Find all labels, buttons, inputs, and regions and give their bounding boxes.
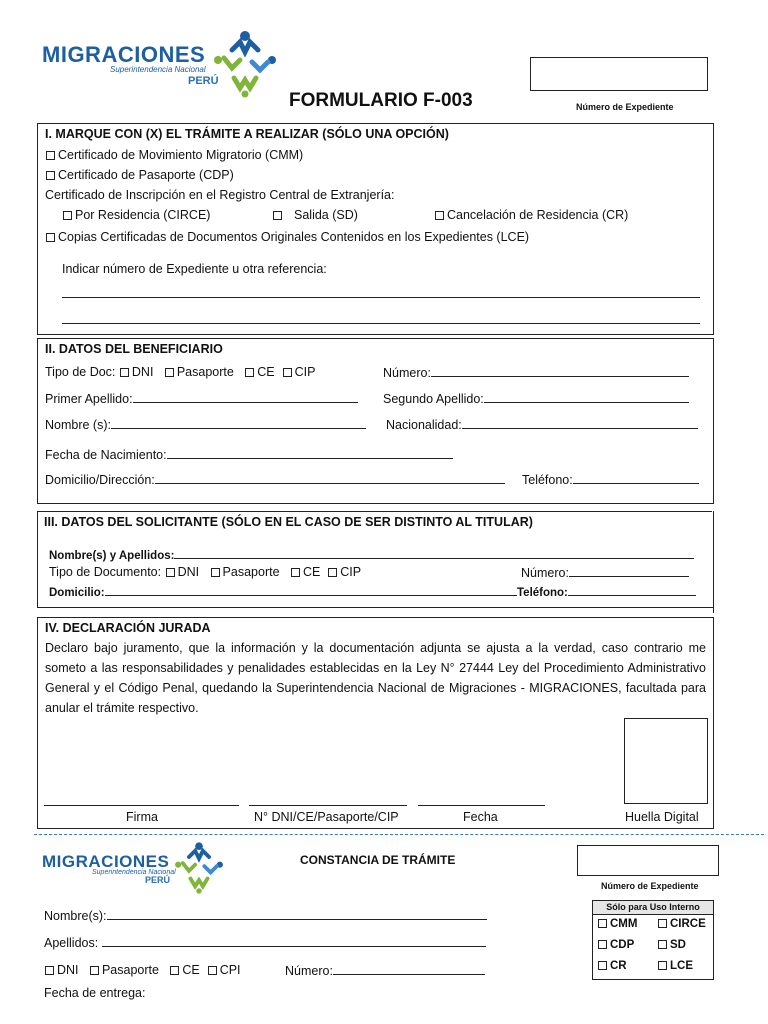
constancia-logo	[42, 840, 232, 896]
checkbox-sd[interactable]	[273, 211, 282, 220]
solicitante-telefono-field[interactable]: Teléfono:	[517, 584, 696, 599]
migraciones-logo	[42, 28, 282, 98]
fecha-nacimiento-field[interactable]: Fecha de Nacimiento:	[45, 447, 453, 462]
nombres-field[interactable]: Nombre (s):	[45, 417, 366, 432]
checkbox-solicitante-cip[interactable]	[328, 568, 337, 577]
option-cdp[interactable]: Certificado de Pasaporte (CDP)	[45, 168, 234, 182]
section-2-title: II. DATOS DEL BENEFICIARIO	[45, 342, 223, 356]
checkbox-circe[interactable]	[63, 211, 72, 220]
firma-line[interactable]	[44, 805, 239, 806]
section-4-title: IV. DECLARACIÓN JURADA	[45, 621, 211, 635]
option-cmm[interactable]: Certificado de Movimiento Migratorio (CMM)	[45, 148, 303, 162]
constancia-expediente-box[interactable]	[577, 845, 719, 876]
reference-label: Indicar número de Expediente u otra referencia:	[62, 262, 327, 276]
checkbox-constancia-ce[interactable]	[170, 966, 179, 975]
telefono-field[interactable]: Teléfono:	[522, 472, 699, 487]
segundo-apellido-field[interactable]: Segundo Apellido:	[383, 391, 689, 406]
option-circe[interactable]: Por Residencia (CIRCE)	[62, 208, 210, 222]
reference-line-1[interactable]	[62, 297, 700, 298]
checkbox-cip[interactable]	[283, 368, 292, 377]
internal-sd[interactable]: SD	[657, 939, 686, 951]
checkbox-constancia-cpi[interactable]	[208, 966, 217, 975]
section-solicitante	[37, 511, 714, 613]
option-sd[interactable]: Salida (SD)	[272, 208, 358, 222]
section-tramite	[37, 123, 714, 335]
reference-line-2[interactable]	[62, 323, 700, 324]
checkbox-cmm[interactable]	[46, 151, 55, 160]
fecha-label: Fecha	[463, 810, 498, 824]
nacionalidad-field[interactable]: Nacionalidad:	[386, 417, 698, 432]
expediente-label: Número de Expediente	[576, 102, 674, 112]
logo-emblem-icon	[210, 28, 280, 98]
logo-name: MIGRACIONES	[42, 42, 206, 67]
huella-box[interactable]	[624, 718, 708, 804]
option-lce[interactable]: Copias Certificadas de Documentos Originales Contenidos en los Expedientes (LCE)	[45, 230, 529, 244]
form-title: FORMULARIO F-003	[289, 90, 473, 111]
internal-cr[interactable]: CR	[597, 960, 627, 972]
section-beneficiario	[37, 338, 714, 504]
doc-label: N° DNI/CE/Pasaporte/CIP	[254, 810, 399, 824]
fecha-line[interactable]	[418, 805, 545, 806]
option-cr[interactable]: Cancelación de Residencia (CR)	[434, 208, 628, 222]
logo-subtitle: Superintendencia Nacional	[110, 65, 206, 74]
constancia-logo-country: PERÚ	[145, 875, 171, 885]
checkbox-constancia-dni[interactable]	[45, 966, 54, 975]
numero-field[interactable]: Número:	[383, 365, 689, 380]
constancia-fecha-entrega: Fecha de entrega:	[44, 986, 146, 1000]
solicitante-numero-field[interactable]: Número:	[521, 565, 689, 580]
checkbox-solicitante-ce[interactable]	[291, 568, 300, 577]
checkbox-cdp[interactable]	[46, 171, 55, 180]
circe-heading: Certificado de Inscripción en el Registro Central de Extranjería:	[45, 188, 395, 202]
cut-line	[34, 834, 764, 835]
constancia-apellidos-field[interactable]: Apellidos:	[44, 935, 486, 950]
solicitante-domicilio-field[interactable]: Domicilio:	[49, 584, 517, 599]
checkbox-cr[interactable]	[435, 211, 444, 220]
section-declaracion	[37, 617, 714, 829]
constancia-title: CONSTANCIA DE TRÁMITE	[300, 853, 456, 867]
checkbox-constancia-pasaporte[interactable]	[90, 966, 99, 975]
tipo-doc-row: Tipo de Doc: DNI Pasaporte CE CIP	[45, 365, 316, 379]
huella-label: Huella Digital	[625, 810, 699, 824]
solicitante-nombres-field[interactable]: Nombre(s) y Apellidos:	[49, 547, 694, 562]
checkbox-lce[interactable]	[46, 233, 55, 242]
constancia-expediente-label: Número de Expediente	[601, 881, 699, 891]
primer-apellido-field[interactable]: Primer Apellido:	[45, 391, 358, 406]
logo-country: PERÚ	[188, 75, 219, 87]
checkbox-dni[interactable]	[120, 368, 129, 377]
declaracion-text: Declaro bajo juramento, que la información y la documentación adjunta se ajusta a la verdad, caso contrario me someto a las responsabilidades y penalidades establecidas en la Ley N° 27444 Ley del Procedimiento Administrativo General y el Código Penal, quedando la Superintendencia Nacional de Migraciones - MIGRACIONES, facultada para anular el trámite respectivo.	[45, 641, 706, 715]
internal-cdp[interactable]: CDP	[597, 939, 634, 951]
constancia-nombres-field[interactable]: Nombre(s):	[44, 908, 487, 923]
expediente-box[interactable]	[530, 57, 708, 91]
doc-line[interactable]	[249, 805, 407, 806]
section-3-title: III. DATOS DEL SOLICITANTE (SÓLO EN EL CASO DE SER DISTINTO AL TITULAR)	[44, 515, 533, 529]
firma-label: Firma	[126, 810, 158, 824]
internal-use-header: Sólo para Uso Interno	[593, 901, 713, 915]
section-1-title: I. MARQUE CON (X) EL TRÁMITE A REALIZAR (SÓLO UNA OPCIÓN)	[45, 127, 449, 141]
constancia-logo-name: MIGRACIONES	[42, 852, 170, 871]
solicitante-tipo-doc-row: Tipo de Documento: DNI Pasaporte CE CIP	[49, 565, 362, 579]
checkbox-ce[interactable]	[245, 368, 254, 377]
checkbox-pasaporte[interactable]	[165, 368, 174, 377]
constancia-numero-field[interactable]: Número:	[285, 963, 485, 978]
checkbox-solicitante-pasaporte[interactable]	[211, 568, 220, 577]
checkbox-solicitante-dni[interactable]	[166, 568, 175, 577]
internal-lce[interactable]: LCE	[657, 960, 693, 972]
domicilio-field[interactable]: Domicilio/Dirección:	[45, 472, 505, 487]
constancia-logo-emblem-icon	[172, 840, 226, 894]
internal-cmm[interactable]: CMM	[597, 918, 637, 930]
constancia-logo-subtitle: Superintendencia Nacional	[92, 869, 176, 876]
constancia-doc-row: DNI Pasaporte CE CPI	[44, 963, 241, 977]
internal-use-table	[592, 900, 714, 980]
internal-circe[interactable]: CIRCE	[657, 918, 706, 930]
